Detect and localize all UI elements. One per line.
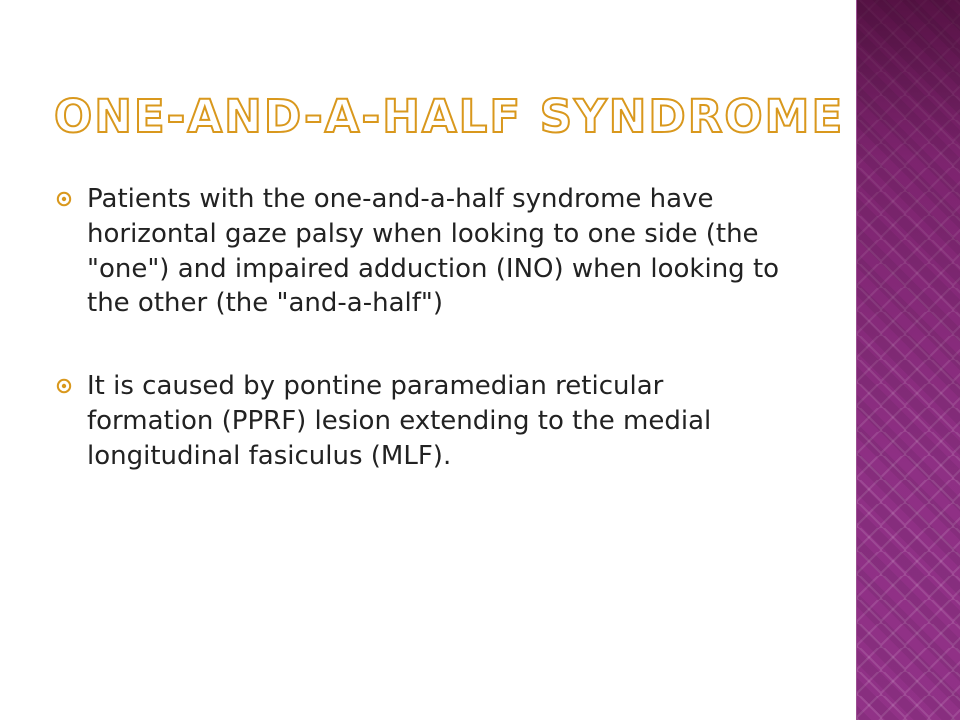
bullet-list bbox=[56, 182, 796, 522]
bullet-text: It is caused by pontine paramedian reticular formation (PPRF) lesion extending to the medial longitudinal fasiculus (MLF). bbox=[87, 371, 712, 471]
target-bullet-icon bbox=[56, 378, 72, 394]
decorative-side-panel bbox=[856, 0, 960, 720]
bullet-item bbox=[56, 182, 796, 321]
bullet-item bbox=[56, 369, 796, 473]
bullet-text: Patients with the one-and-a-half syndrome have horizontal gaze palsy when looking to one side (the "one") and impaired adduction (INO) when looking to the other (the "and-a-half") bbox=[87, 184, 780, 319]
slide-title: ONE-AND-A-HALF SYNDROME bbox=[54, 90, 845, 143]
target-bullet-icon bbox=[56, 191, 72, 207]
